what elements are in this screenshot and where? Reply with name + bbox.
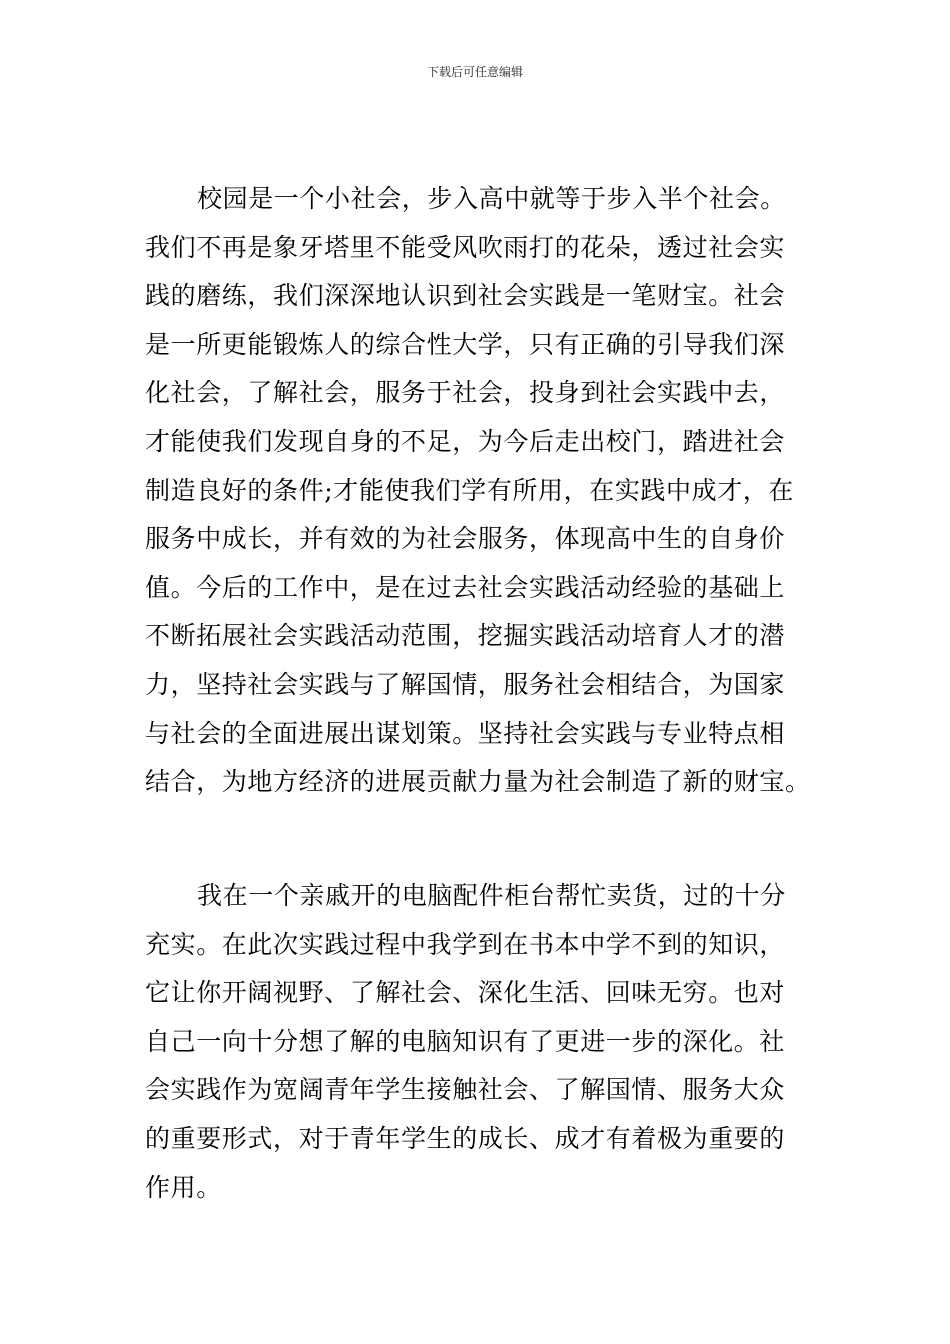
paragraph-1 bbox=[145, 175, 810, 807]
paragraph-line: 会实践作为宽阔青年学生接触社会、了解国情、服务大众 bbox=[145, 1075, 786, 1105]
paragraph-line: 自己一向十分想了解的电脑知识有了更进一步的深化。社 bbox=[145, 1026, 786, 1056]
paragraph-line: 制造良好的条件;才能使我们学有所用，在实践中成才，在 bbox=[145, 475, 795, 505]
paragraph-line: 它让你开阔视野、了解社会、深化生活、回味无穷。也对 bbox=[145, 978, 786, 1008]
paragraph-line: 服务中成长，并有效的为社会服务，体现高中生的自身价 bbox=[145, 524, 786, 554]
paragraph-line: 才能使我们发现自身的不足，为今后走出校门，踏进社会 bbox=[145, 426, 786, 456]
paragraph-line: 我在一个亲戚开的电脑配件柜台帮忙卖货，过的十分 bbox=[197, 881, 786, 910]
page-header: 下载后可任意编辑 bbox=[426, 65, 523, 79]
paragraph-line: 作用。 bbox=[145, 1172, 222, 1202]
paragraph-line: 充实。在此次实践过程中我学到在书本中学不到的知识， bbox=[145, 929, 786, 959]
paragraph-line: 结合，为地方经济的进展贡献力量为社会制造了新的财宝。 bbox=[145, 767, 811, 797]
paragraph-line: 我们不再是象牙塔里不能受风吹雨打的花朵，透过社会实 bbox=[145, 232, 786, 262]
paragraph-line: 的重要形式，对于青年学生的成长、成才有着极为重要的 bbox=[145, 1123, 786, 1153]
paragraph-line: 是一所更能锻炼人的综合性大学，只有正确的引导我们深 bbox=[145, 329, 786, 359]
paragraph-line: 值。今后的工作中，是在过去社会实践活动经验的基础上 bbox=[145, 572, 786, 602]
paragraph-line: 践的磨练，我们深深地认识到社会实践是一笔财宝。社会 bbox=[145, 281, 786, 311]
paragraph-line: 与社会的全面进展出谋划策。坚持社会实践与专业特点相 bbox=[145, 718, 786, 748]
paragraph-2 bbox=[145, 872, 810, 1212]
paragraph-line: 化社会，了解社会，服务于社会，投身到社会实践中去， bbox=[145, 378, 786, 408]
paragraph-line: 校园是一个小社会，步入高中就等于步入半个社会。 bbox=[197, 184, 786, 213]
paragraph-line: 力，坚持社会实践与了解国情，服务社会相结合，为国家 bbox=[145, 669, 786, 699]
paragraph-line: 不断拓展社会实践活动范围，挖掘实践活动培育人才的潜 bbox=[145, 621, 786, 651]
